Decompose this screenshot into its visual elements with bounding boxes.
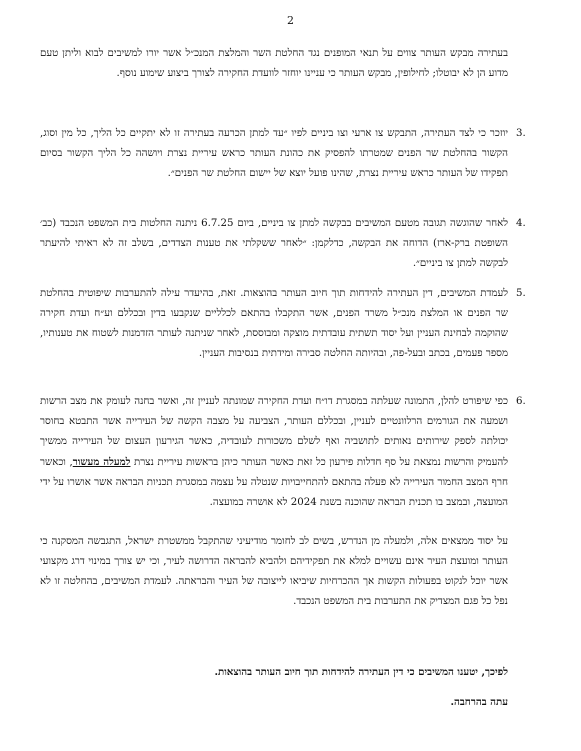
paragraph-4: לאחר שהוגשה תגובה מטעם המשיבים בבקשה למתן צו ביניים, ביום 6.7.25 ניתנה החלטות בית המשפט הנכבד (כב׳ השופטת ברק-ארז) הדוחה את הבקשה, כדלקמן: ״לאחר ששקלתי את טענות הצדדים, בשלב זה לא ראיתי להיעתר לבקשה למתן צו ביניים״. <box>40 218 508 269</box>
paragraph-6-text-after: , וכאשר חרף המצב החמור העירייה לא פעלה בהתאם להתחייבויות שנטלה על עצמה במסגרת תכניות הבראה אשר אושרו על ידי המועצה, ובמצב בו תכנית הבראה שהוכנה בשנת 2024 לא אושרה במועצה. <box>40 457 508 508</box>
paragraph-number: 4. <box>516 218 526 229</box>
closing-line: עתה בהרחבה. <box>450 696 508 708</box>
paragraph-number: 5. <box>516 288 526 299</box>
paragraph-6-emphasis: למעלה מעשור <box>72 456 131 468</box>
paragraph-number: 3. <box>516 128 526 139</box>
paragraph-6-text: כפי שיפורט להלן, התמונה שעלתה במסגרת דו״ח ועדת החקירה שמונתה לעניין זה, ואשר בחנה לעומק את מצב הרשות ושמעה את הגורמים הרלוונטיים לעניין, ובכללם העותר, הצביעה על מצבה הקשה של העירייה אשר התבטא בחוסר יכולתה לספק שירותים נאותים לתושביה ואף לשלם משכורות לעובדיה, כאשר הגירעון העצום של העירייה ממשיך להעמיק והרשות נמצאת על סף חדלות פירעון כל זאת כאשר העותר כיהן בראשות עיריית נצרת <box>40 396 508 468</box>
intro-paragraph: בעתירה מבקש העותר צווים על תנאי המופנים נגד החלטת השר והמלצת המנכ״ל אשר יורו למשיבים לבוא וליתן טעם מדוע הן לא יבוטלו; לחילופין, מבקש העותר כי עניינו יוחזר לוועדת החקירה לצורך ביצוע שימוע נוסף. <box>40 48 508 79</box>
page-number: 2 <box>287 14 294 27</box>
paragraph-6 <box>40 392 508 513</box>
paragraph-5: לעמדת המשיבים, דין העתירה להידחות תוך חיוב העותר בהוצאות. זאת, בהיעדר עילה להתערבות שיפוטית בהחלטת שר הפנים או המלצת מנכ״ל משרד הפנים, אשר התקבלו בהתאם לכלליים שנקבעו בדין ובכללם וע״ח ועדת חקירה שהוקמה לבחינת העניין ועל יסוד תשתית עובדתית מוצקה ומבוססת, לאחר שניתנה לעותר הזדמנות לשטוח את טענותיו, מספר פעמים, בכתב ובעל-פה, ובהיותה החלטה סבירה ומידתית בנסיבות העניין. <box>40 288 508 359</box>
conclusion-paragraph: לפיכך, יטענו המשיבים כי דין העתירה להידחות תוך חיוב העותר בהוצאות. <box>214 666 508 678</box>
findings-paragraph: על יסוד ממצאים אלה, ולמעלה מן הנדרש, בשים לב לחומר מודיעיני שהתקבל ממשטרת ישראל, התגבשה המסקנה כי העותר ומועצת העיר אינם עשויים למלא את תפקידיהם ולהביא להבראה הדרושה לעיר, וכי יש צורך במינוי דרג מקצועי אשר יוכל לנקוט בפעולות הקשות אך ההכרחיות שיביאו לייצובה של העיר והבראתה. לעמדת המשיבים, בהחלטה זו לא נפל כל פגם המצדיק את התערבות בית המשפט הנכבד. <box>40 536 508 607</box>
paragraph-3: יוזכר כי לצד העתירה, התבקש צו ארעי וצו ביניים לפיו ״עד למתן הכרעה בעתירה זו לא יתקיים כל הליך, כל מין וסוג, הקשור בהחלטת שר הפנים שמטרתו להפסיק את כהונת העותר כראש עיריית נצרת ויושהה כל הליך הקשור בסיום תפקידו של העותר כראש עיריית נצרת, שהינו פועל יוצא של יישום החלטת שר הפנים״. <box>40 128 508 179</box>
paragraph-number: 6. <box>516 396 526 407</box>
